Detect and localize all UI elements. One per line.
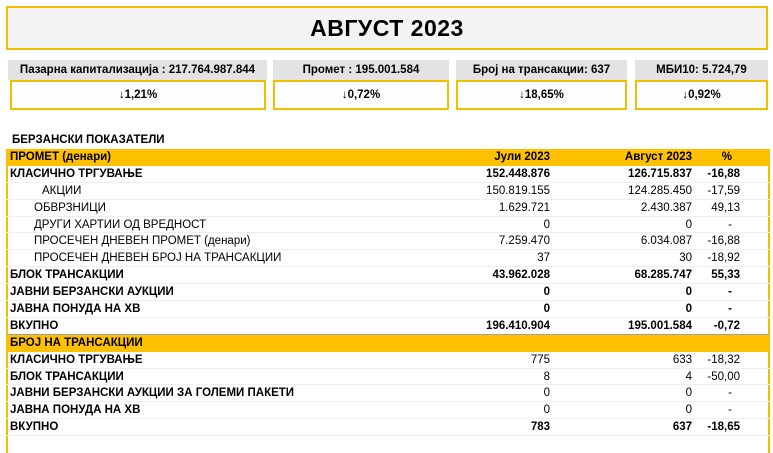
table-row — [6, 183, 770, 200]
row-label: КЛАСИЧНО ТРГУВАЊЕ — [10, 167, 143, 180]
table-row — [6, 233, 770, 250]
transactions-header-row — [6, 335, 770, 352]
row-july-value: 43.962.028 — [492, 269, 550, 282]
row-august-value: 30 — [679, 252, 692, 265]
kpi-turnover-change: ↓0,72% — [273, 80, 449, 110]
kpi-mbi10-change: ↓0,92% — [635, 80, 768, 110]
row-august-value: 0 — [685, 303, 692, 316]
row-august-value: 195.001.584 — [628, 319, 692, 332]
row-percent: - — [728, 404, 732, 417]
row-label: БЛОК ТРАНСАКЦИИ — [10, 269, 124, 282]
turnover-header-row — [6, 149, 770, 166]
row-august-value: 637 — [672, 421, 692, 434]
row-july-value: 0 — [543, 303, 550, 316]
turnover-header-label: ПРОМЕТ (денари) — [10, 151, 111, 163]
row-label: АКЦИИ — [42, 184, 82, 197]
row-percent: - — [728, 286, 732, 299]
kpi-mbi10-label: МБИ10: 5.724,79 — [635, 60, 768, 80]
row-july-value: 0 — [543, 286, 550, 299]
table-row — [6, 250, 770, 267]
row-percent: -18,65 — [707, 421, 740, 434]
table-row — [6, 267, 770, 284]
section-caption: БЕРЗАНСКИ ПОКАЗАТЕЛИ — [12, 134, 165, 146]
kpi-transactions-change: ↓18,65% — [456, 80, 627, 110]
row-percent: -16,88 — [707, 235, 740, 248]
row-label: КЛАСИЧНО ТРГУВАЊЕ — [10, 353, 143, 366]
row-percent: -50,00 — [707, 370, 740, 383]
indicators-table — [6, 149, 770, 436]
kpi-turnover-label: Промет : 195.001.584 — [273, 60, 449, 80]
transactions-header-label: БРОЈ НА ТРАНСАКЦИИ — [10, 336, 143, 349]
table-row — [6, 301, 770, 318]
row-label: ПРОСЕЧЕН ДНЕВЕН ПРОМЕТ (денари) — [34, 235, 251, 248]
row-label: ВКУПНО — [10, 319, 59, 332]
row-label: ДРУГИ ХАРТИИ ОД ВРЕДНОСТ — [34, 218, 207, 231]
row-percent: -16,88 — [707, 167, 740, 180]
row-july-value: 0 — [543, 218, 550, 231]
row-label: ЈАВНИ БЕРЗАНСКИ АУКЦИИ — [10, 286, 174, 299]
row-percent: 55,33 — [711, 269, 740, 282]
row-july-value: 196.410.904 — [486, 319, 550, 332]
table-row — [6, 369, 770, 386]
report-title-bar — [6, 6, 768, 50]
row-july-value: 152.448.876 — [486, 167, 550, 180]
kpi-market-cap-label: Пазарна капитализација : 217.764.987.844 — [8, 60, 267, 80]
row-label: ВКУПНО — [10, 421, 59, 434]
row-percent: -17,59 — [707, 184, 740, 197]
row-august-value: 0 — [685, 286, 692, 299]
row-label: ОБВРЗНИЦИ — [34, 201, 106, 214]
row-august-value: 6.034.087 — [640, 235, 692, 248]
table-row — [6, 217, 770, 234]
row-july-value: 37 — [537, 252, 550, 265]
kpi-market-cap-change: ↓1,21% — [10, 80, 266, 110]
table-row — [6, 402, 770, 419]
table-row — [6, 200, 770, 217]
row-percent: - — [728, 218, 732, 231]
row-percent: - — [728, 387, 732, 400]
table-row — [6, 284, 770, 301]
row-august-value: 124.285.450 — [628, 184, 692, 197]
row-august-value: 2.430.387 — [640, 201, 692, 214]
report-title: АВГУСТ 2023 — [310, 14, 464, 41]
row-august-value: 0 — [685, 404, 692, 417]
table-row — [6, 352, 770, 369]
row-label: ЈАВНА ПОНУДА НА ХВ — [10, 303, 141, 316]
row-july-value: 8 — [543, 370, 550, 383]
table-row-total — [6, 419, 770, 436]
row-july-value: 0 — [543, 404, 550, 417]
row-august-value: 68.285.747 — [634, 269, 692, 282]
row-label: ЈАВНА ПОНУДА НА ХВ — [10, 404, 141, 417]
row-label: БЛОК ТРАНСАКЦИИ — [10, 370, 124, 383]
row-percent: -18,92 — [707, 252, 740, 265]
table-row-total — [6, 318, 770, 335]
row-august-value: 126.715.837 — [628, 167, 692, 180]
header-july: Јули 2023 — [494, 151, 550, 163]
row-percent: -18,32 — [707, 353, 740, 366]
table-row — [6, 166, 770, 183]
row-july-value: 150.819.155 — [486, 184, 550, 197]
row-july-value: 7.259.470 — [498, 235, 550, 248]
row-july-value: 1.629.721 — [498, 201, 550, 214]
row-july-value: 775 — [530, 353, 550, 366]
header-august: Август 2023 — [624, 151, 692, 163]
table-row — [6, 385, 770, 402]
row-august-value: 0 — [685, 387, 692, 400]
header-percent: % — [721, 151, 732, 163]
row-label: ПРОСЕЧЕН ДНЕВЕН БРОЈ НА ТРАНСАКЦИИ — [34, 252, 282, 265]
row-percent: - — [728, 303, 732, 316]
kpi-transactions-label: Број на трансакции: 637 — [456, 60, 627, 80]
row-label: ЈАВНИ БЕРЗАНСКИ АУКЦИИ ЗА ГОЛЕМИ ПАКЕТИ — [10, 387, 295, 400]
row-august-value: 633 — [672, 353, 692, 366]
row-july-value: 0 — [543, 387, 550, 400]
row-july-value: 783 — [530, 421, 550, 434]
row-august-value: 4 — [685, 370, 692, 383]
row-percent: 49,13 — [711, 201, 740, 214]
row-august-value: 0 — [685, 218, 692, 231]
row-percent: -0,72 — [713, 319, 740, 332]
